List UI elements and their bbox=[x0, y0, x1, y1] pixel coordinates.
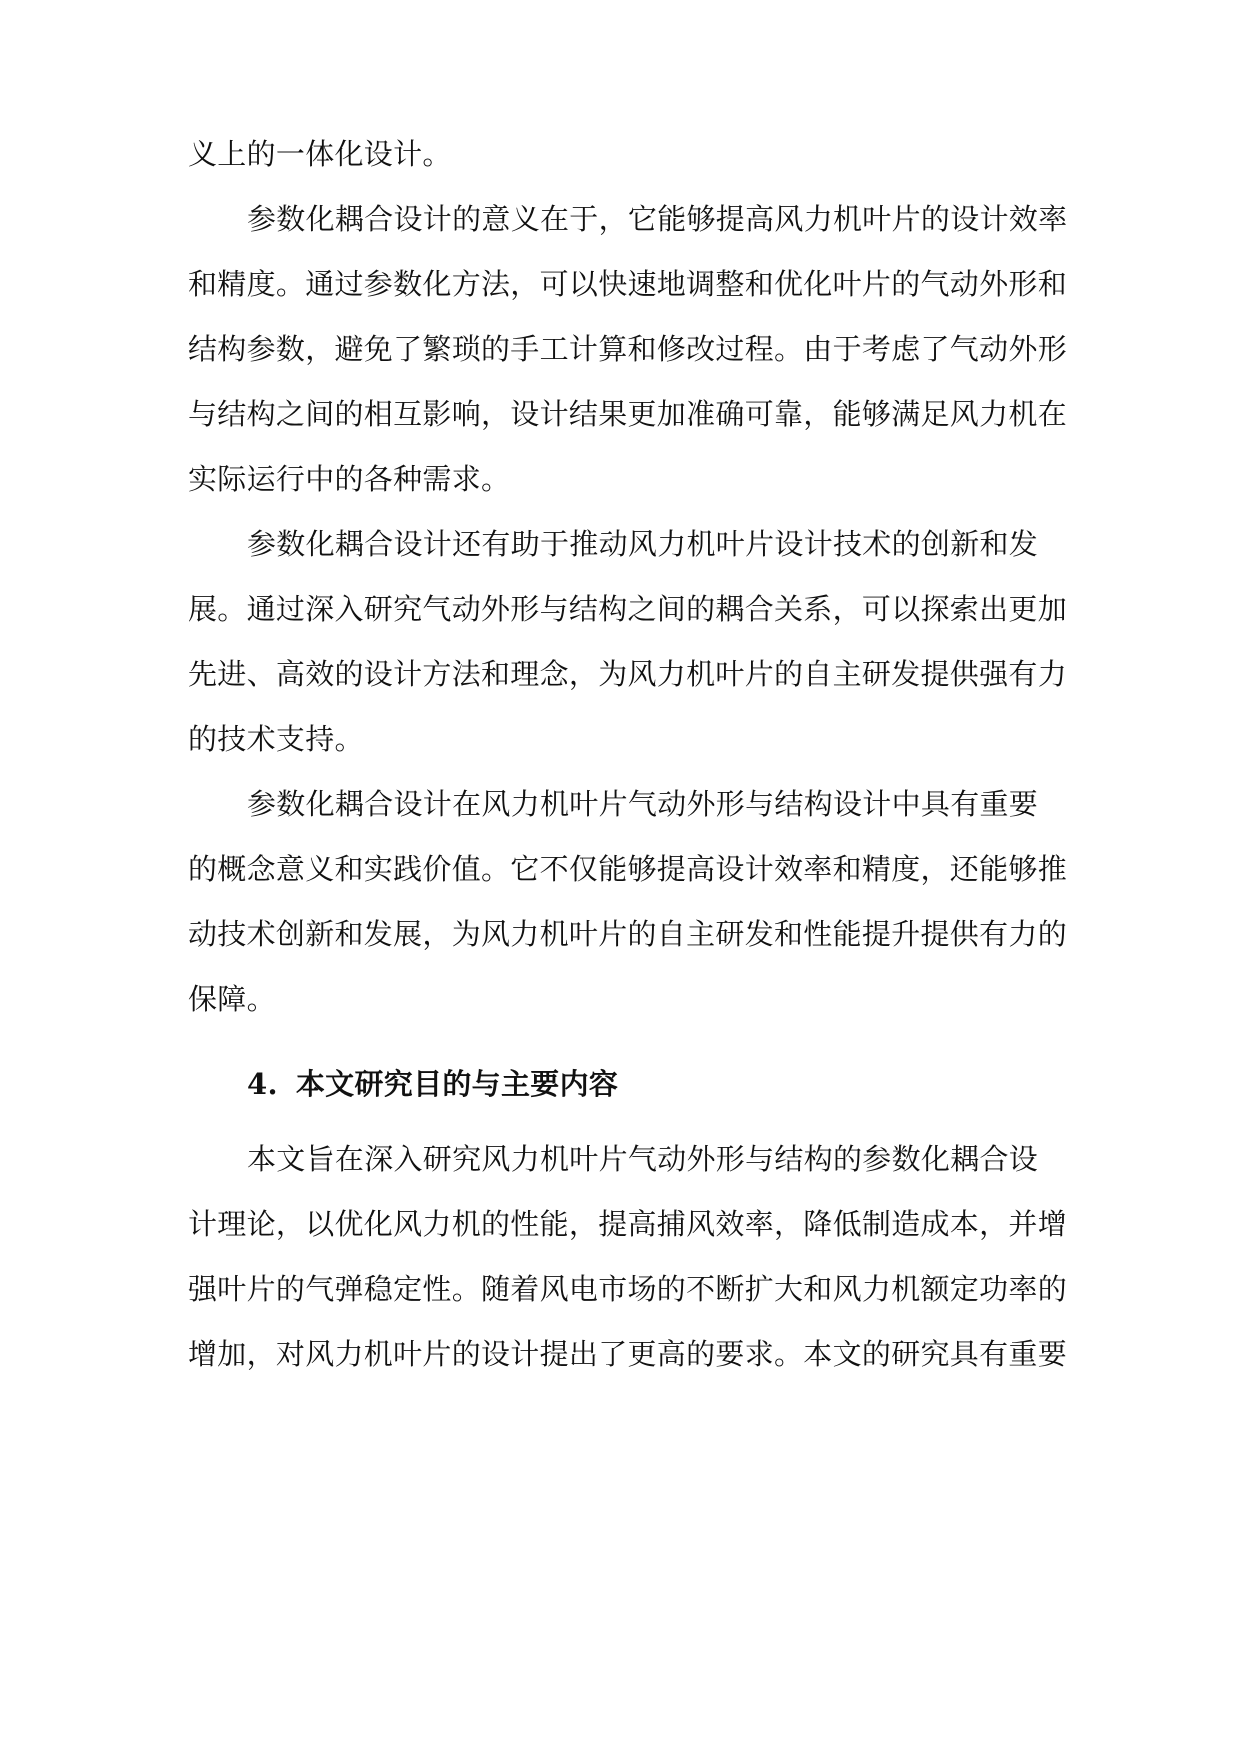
paragraph-line: 的概念意义和实践价值。它不仅能够提高设计效率和精度，还能够推 bbox=[188, 852, 1068, 886]
paragraph-line: 强叶片的气弹稳定性。随着风电市场的不断扩大和风力机额定功率的 bbox=[188, 1272, 1068, 1306]
paragraph-line: 动技术创新和发展，为风力机叶片的自主研发和性能提升提供有力的 bbox=[188, 917, 1068, 951]
paragraph-line: 增加，对风力机叶片的设计提出了更高的要求。本文的研究具有重要 bbox=[188, 1337, 1068, 1371]
section-title: 本文研究目的与主要内容 bbox=[295, 1067, 619, 1101]
paragraph-line: 保障。 bbox=[188, 982, 276, 1016]
paragraph-line: 参数化耦合设计在风力机叶片气动外形与结构设计中具有重要 bbox=[247, 787, 1039, 821]
paragraph-line: 结构参数，避免了繁琐的手工计算和修改过程。由于考虑了气动外形 bbox=[188, 332, 1068, 366]
paragraph-line: 和精度。通过参数化方法，可以快速地调整和优化叶片的气动外形和 bbox=[188, 267, 1068, 301]
paragraph-line: 实际运行中的各种需求。 bbox=[188, 462, 511, 496]
paragraph-line: 先进、高效的设计方法和理念，为风力机叶片的自主研发提供强有力 bbox=[188, 657, 1068, 691]
paragraph-line: 本文旨在深入研究风力机叶片气动外形与结构的参数化耦合设 bbox=[247, 1142, 1039, 1176]
paragraph-line: 展。通过深入研究气动外形与结构之间的耦合关系，可以探索出更加 bbox=[188, 592, 1068, 626]
paragraph-line: 参数化耦合设计还有助于推动风力机叶片设计技术的创新和发 bbox=[247, 527, 1039, 561]
paragraph-line: 的技术支持。 bbox=[188, 722, 364, 756]
paragraph-line: 义上的一体化设计。 bbox=[188, 137, 452, 171]
section-heading bbox=[247, 1067, 619, 1101]
paragraph-line: 计理论，以优化风力机的性能，提高捕风效率，降低制造成本，并增 bbox=[188, 1207, 1068, 1241]
section-number: 4. bbox=[247, 1067, 278, 1101]
paragraph-line: 与结构之间的相互影响，设计结果更加准确可靠，能够满足风力机在 bbox=[188, 397, 1068, 431]
paragraph-line: 参数化耦合设计的意义在于，它能够提高风力机叶片的设计效率 bbox=[247, 202, 1068, 236]
